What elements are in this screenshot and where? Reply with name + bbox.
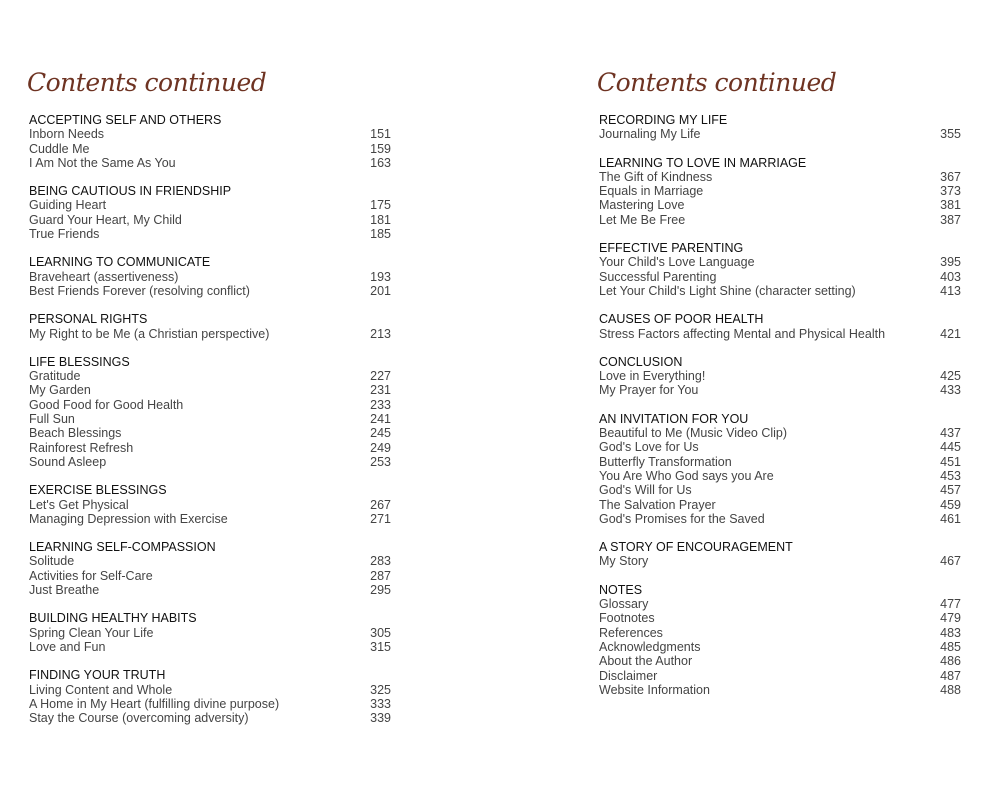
page-number: 367 — [940, 169, 961, 184]
entry-title: Let's Get Physical — [29, 497, 129, 512]
toc-section — [29, 668, 391, 725]
entry-title: Beach Blessings — [29, 426, 122, 441]
toc-entry[interactable] — [29, 284, 391, 298]
toc-entry[interactable] — [599, 270, 961, 284]
entry-title: My Garden — [29, 383, 91, 398]
toc-entry[interactable] — [29, 697, 391, 711]
entry-title: Website Information — [599, 682, 710, 697]
toc-section — [599, 355, 961, 398]
section-heading: RECORDING MY LIFE — [599, 113, 728, 127]
toc-section — [29, 312, 391, 341]
toc-entry[interactable] — [29, 512, 391, 526]
toc-entry[interactable] — [599, 327, 961, 341]
entry-title: Gratitude — [29, 369, 81, 384]
page-number: 201 — [370, 283, 391, 298]
page-number: 159 — [370, 141, 391, 156]
entry-title: Guiding Heart — [29, 198, 107, 213]
entry-title: Best Friends Forever (resolving conflict) — [29, 283, 250, 298]
entry-title: Acknowledgments — [599, 639, 701, 654]
entry-title: My Story — [599, 554, 649, 569]
page-number: 245 — [370, 426, 391, 441]
page-number: 461 — [940, 511, 961, 526]
page-number: 387 — [940, 212, 961, 227]
entry-title: Sound Asleep — [29, 454, 107, 469]
page-number: 333 — [370, 696, 391, 711]
toc-entry[interactable] — [29, 198, 391, 212]
entry-title: Glossary — [599, 597, 649, 612]
page-number: 425 — [940, 369, 961, 384]
page-number: 437 — [940, 426, 961, 441]
toc-entry[interactable] — [29, 156, 391, 170]
page-number: 213 — [370, 326, 391, 341]
section-heading: LEARNING TO LOVE IN MARRIAGE — [599, 155, 807, 170]
entry-title: References — [599, 625, 663, 640]
entry-title: Solitude — [29, 554, 75, 569]
page-number: 253 — [370, 454, 391, 469]
toc-section — [29, 540, 391, 597]
page-number: 413 — [940, 283, 961, 298]
entry-title: God's Promises for the Saved — [599, 511, 765, 526]
page-number: 249 — [370, 440, 391, 455]
toc-entry[interactable] — [29, 142, 391, 156]
toc-entry[interactable] — [599, 611, 961, 625]
entry-title: Love and Fun — [29, 639, 106, 654]
toc-entry[interactable] — [599, 127, 961, 141]
toc-entry[interactable] — [29, 383, 391, 397]
section-heading: ACCEPTING SELF AND OTHERS — [29, 113, 222, 127]
page-number: 477 — [940, 597, 961, 612]
entry-title: Inborn Needs — [29, 127, 105, 142]
toc-section — [29, 255, 391, 298]
toc-entry[interactable] — [29, 683, 391, 697]
toc-entry[interactable] — [599, 440, 961, 454]
toc-entry[interactable] — [599, 198, 961, 212]
section-heading: FINDING YOUR TRUTH — [29, 668, 166, 683]
toc-sections — [599, 113, 961, 711]
section-heading: BUILDING HEALTHY HABITS — [29, 611, 197, 626]
section-heading: EXERCISE BLESSINGS — [29, 483, 167, 498]
page-number: 381 — [940, 198, 961, 213]
entry-title: Rainforest Refresh — [29, 440, 134, 455]
entry-title: Managing Depression with Exercise — [29, 511, 228, 526]
page-number: 241 — [370, 412, 391, 427]
page-number: 283 — [370, 554, 391, 569]
page-number: 151 — [370, 127, 391, 142]
entry-title: Footnotes — [599, 611, 655, 626]
toc-entry[interactable] — [29, 498, 391, 512]
section-heading: PERSONAL RIGHTS — [29, 312, 148, 327]
toc-section — [29, 113, 391, 170]
toc-entry[interactable] — [29, 213, 391, 227]
toc-entry[interactable] — [29, 569, 391, 583]
entry-title: You Are Who God says you Are — [599, 468, 774, 483]
page-number: 445 — [940, 440, 961, 455]
toc-entry[interactable] — [29, 626, 391, 640]
toc-entry[interactable] — [599, 369, 961, 383]
page-number: 453 — [940, 468, 961, 483]
section-heading: CONCLUSION — [599, 354, 683, 369]
page-number: 487 — [940, 668, 961, 683]
page-number: 451 — [940, 454, 961, 469]
toc-entry[interactable] — [599, 170, 961, 184]
page-number: 459 — [940, 497, 961, 512]
page-number: 457 — [940, 483, 961, 498]
page-number: 395 — [940, 255, 961, 270]
section-heading: EFFECTIVE PARENTING — [599, 241, 744, 256]
toc-entry[interactable] — [599, 426, 961, 440]
entry-title: The Salvation Prayer — [599, 497, 716, 512]
entry-title: Love in Everything! — [599, 369, 706, 384]
entry-title: I Am Not the Same As You — [29, 155, 176, 170]
page-number: 373 — [940, 184, 961, 199]
page-number: 287 — [370, 568, 391, 583]
toc-section — [599, 241, 961, 298]
toc-entry[interactable] — [599, 383, 961, 397]
toc-entry[interactable] — [29, 412, 391, 426]
page-number: 421 — [940, 326, 961, 341]
page-number: 486 — [940, 654, 961, 669]
section-heading: BEING CAUTIOUS IN FRIENDSHIP — [29, 184, 232, 199]
toc-entry[interactable] — [599, 554, 961, 568]
toc-entry[interactable] — [29, 640, 391, 654]
toc-entry[interactable] — [29, 369, 391, 383]
page-number: 231 — [370, 383, 391, 398]
entry-title: Spring Clean Your Life — [29, 625, 154, 640]
entry-title: Equals in Marriage — [599, 184, 704, 199]
toc-section — [29, 611, 391, 654]
toc-entry[interactable] — [29, 398, 391, 412]
toc-entry[interactable] — [599, 683, 961, 697]
page-number: 175 — [370, 198, 391, 213]
page-number: 485 — [940, 639, 961, 654]
page-number: 295 — [370, 583, 391, 598]
toc-section — [599, 540, 961, 569]
page-number: 267 — [370, 497, 391, 512]
page-number: 181 — [370, 212, 391, 227]
page-number: 479 — [940, 611, 961, 626]
page-title: Contents continued — [597, 68, 837, 97]
toc-entry[interactable] — [29, 270, 391, 284]
entry-title: Just Breathe — [29, 583, 100, 598]
entry-title: Your Child's Love Language — [599, 255, 755, 270]
section-heading: LIFE BLESSINGS — [29, 354, 130, 369]
page-number: 339 — [370, 711, 391, 726]
toc-entry[interactable] — [599, 669, 961, 683]
toc-entry[interactable] — [599, 597, 961, 611]
entry-title: Good Food for Good Health — [29, 397, 184, 412]
toc-sections — [29, 113, 391, 739]
entry-title: Beautiful to Me (Music Video Clip) — [599, 426, 788, 441]
page-number: 233 — [370, 397, 391, 412]
entry-title: Butterfly Transformation — [599, 454, 732, 469]
toc-entry[interactable] — [599, 626, 961, 640]
page-number: 483 — [940, 625, 961, 640]
page-number: 227 — [370, 369, 391, 384]
entry-title: My Right to be Me (a Christian perspective) — [29, 326, 270, 341]
entry-title: The Gift of Kindness — [599, 169, 713, 184]
toc-entry[interactable] — [599, 284, 961, 298]
page-number: 193 — [370, 269, 391, 284]
entry-title: Let Me Be Free — [599, 212, 686, 227]
entry-title: Stay the Course (overcoming adversity) — [29, 711, 249, 726]
page-number: 355 — [940, 127, 961, 142]
toc-section — [29, 483, 391, 526]
entry-title: Disclaimer — [599, 668, 658, 683]
toc-section — [599, 113, 961, 142]
entry-title: Mastering Love — [599, 198, 685, 213]
entry-title: Journaling My Life — [599, 127, 701, 142]
entry-title: True Friends — [29, 227, 100, 242]
page-number: 315 — [370, 639, 391, 654]
toc-entry[interactable] — [599, 498, 961, 512]
toc-entry[interactable] — [29, 441, 391, 455]
entry-title: Full Sun — [29, 412, 75, 427]
toc-section — [599, 583, 961, 697]
toc-entry[interactable] — [29, 327, 391, 341]
page-number: 325 — [370, 682, 391, 697]
entry-title: About the Author — [599, 654, 693, 669]
section-heading: CAUSES OF POOR HEALTH — [599, 312, 764, 327]
toc-entry[interactable] — [599, 255, 961, 269]
toc-entry[interactable] — [29, 554, 391, 568]
entry-title: My Prayer for You — [599, 383, 699, 398]
entry-title: Guard Your Heart, My Child — [29, 212, 182, 227]
toc-entry[interactable] — [29, 583, 391, 597]
toc-section — [29, 355, 391, 469]
entry-title: Living Content and Whole — [29, 682, 173, 697]
page-number: 163 — [370, 155, 391, 170]
page-number: 403 — [940, 269, 961, 284]
page-number: 305 — [370, 625, 391, 640]
toc-entry[interactable] — [599, 654, 961, 668]
entry-title: God's Will for Us — [599, 483, 692, 498]
section-heading: A STORY OF ENCOURAGEMENT — [599, 540, 793, 555]
toc-entry[interactable] — [599, 455, 961, 469]
toc-section — [599, 312, 961, 341]
toc-section — [29, 184, 391, 241]
entry-title: Cuddle Me — [29, 141, 90, 156]
section-heading: LEARNING SELF-COMPASSION — [29, 540, 216, 555]
section-heading: LEARNING TO COMMUNICATE — [29, 255, 211, 270]
page-number: 488 — [940, 682, 961, 697]
entry-title: Let Your Child's Light Shine (character setting) — [599, 283, 856, 298]
entry-title: Stress Factors affecting Mental and Physical Health — [599, 326, 886, 341]
page-number: 271 — [370, 511, 391, 526]
toc-entry[interactable] — [599, 184, 961, 198]
section-heading: NOTES — [599, 582, 643, 597]
toc-entry[interactable] — [29, 711, 391, 725]
page-title: Contents continued — [27, 68, 267, 97]
toc-entry[interactable] — [29, 455, 391, 469]
entry-title: God's Love for Us — [599, 440, 699, 455]
toc-entry[interactable] — [29, 227, 391, 241]
toc-section — [599, 156, 961, 227]
toc-entry[interactable] — [599, 512, 961, 526]
toc-entry[interactable] — [599, 469, 961, 483]
page-number: 185 — [370, 227, 391, 242]
entry-title: Activities for Self-Care — [29, 568, 153, 583]
section-heading: AN INVITATION FOR YOU — [599, 411, 749, 426]
entry-title: Successful Parenting — [599, 269, 717, 284]
toc-entry[interactable] — [599, 213, 961, 227]
toc-entry[interactable] — [29, 426, 391, 440]
entry-title: Braveheart (assertiveness) — [29, 269, 179, 284]
toc-section — [599, 412, 961, 526]
toc-entry[interactable] — [599, 640, 961, 654]
page-number: 467 — [940, 554, 961, 569]
entry-title: A Home in My Heart (fulfilling divine purpose) — [29, 696, 280, 711]
page-number: 433 — [940, 383, 961, 398]
toc-entry[interactable] — [29, 127, 391, 141]
toc-entry[interactable] — [599, 483, 961, 497]
